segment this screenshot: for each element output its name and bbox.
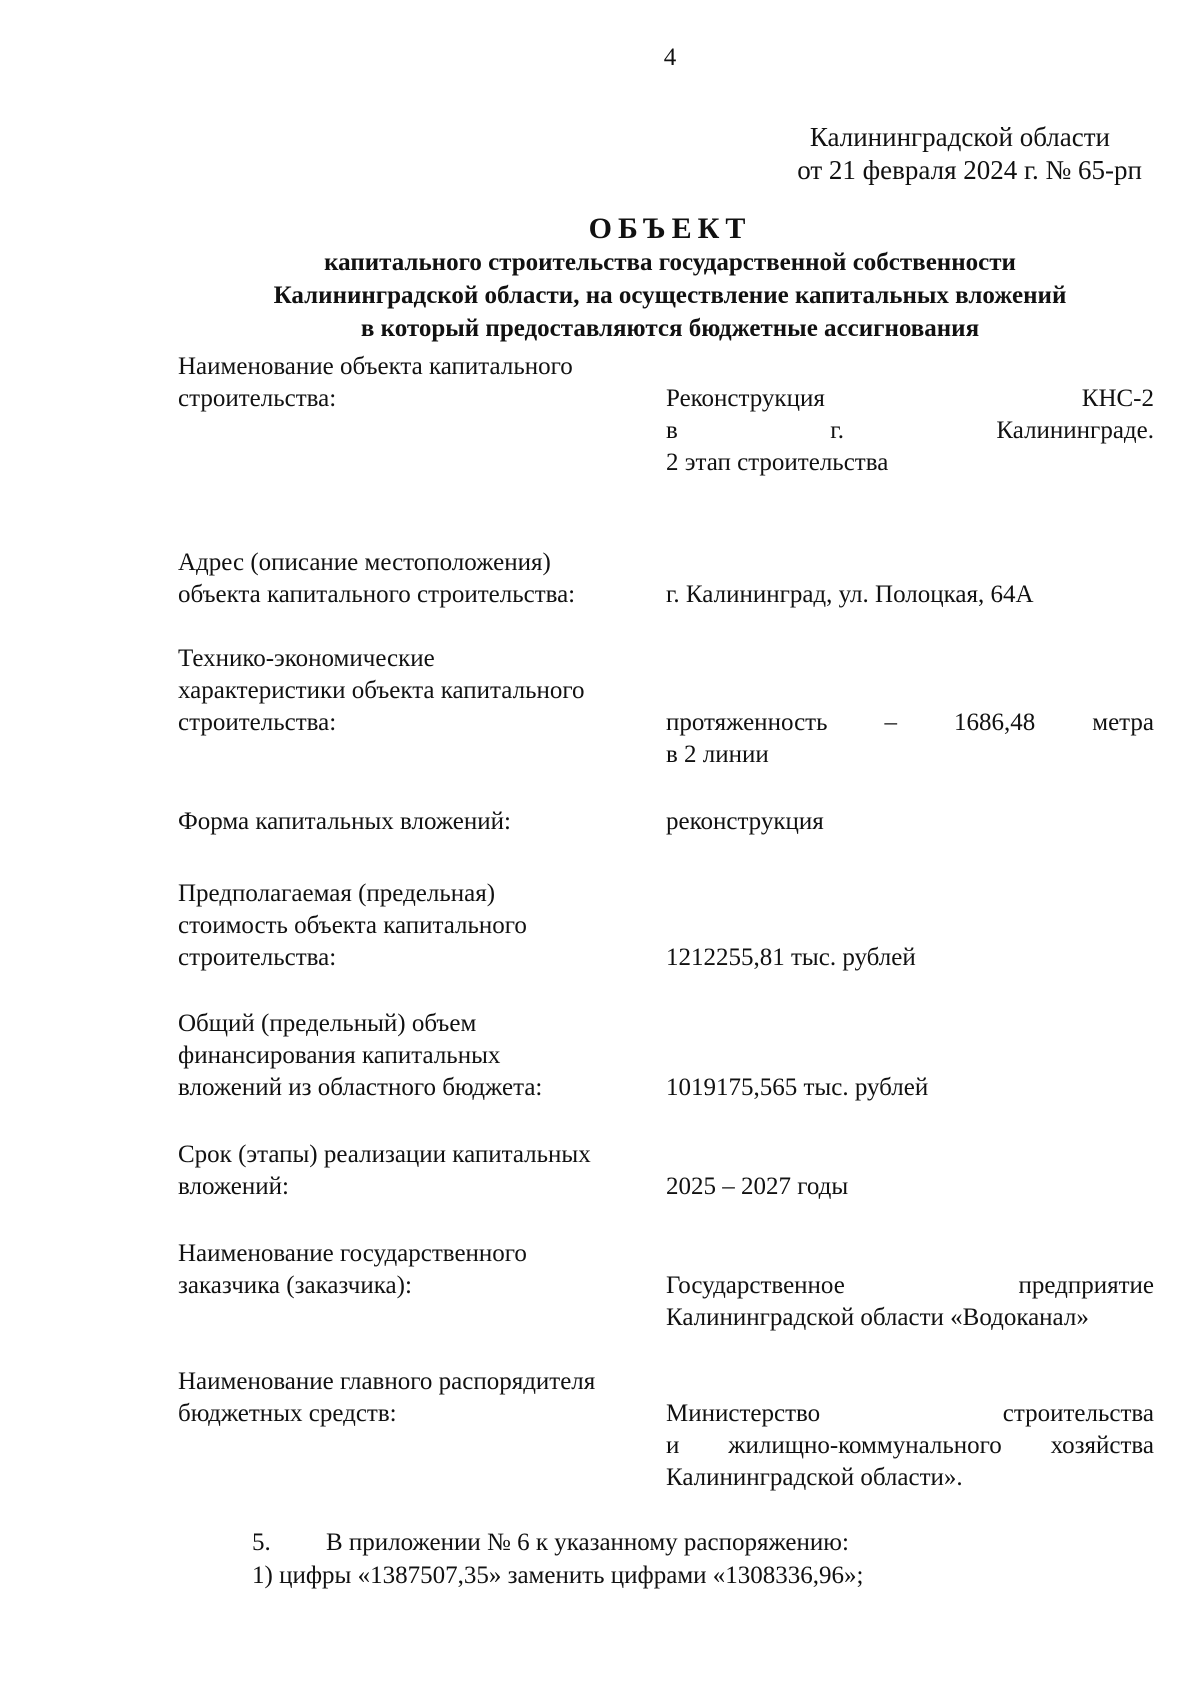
label-line: Предполагаемая (предельная) [178, 880, 496, 907]
row-label [178, 878, 658, 974]
value-word: Калининграде. [996, 417, 1154, 444]
label-line: Форма капитальных вложений: [178, 808, 511, 835]
title-line-3: в который предоставляются бюджетные ассигнования [360, 315, 980, 342]
row-label [178, 547, 658, 611]
label-line: Наименование объекта капитального [178, 353, 573, 380]
title-line-1: капитального строительства государственной собственности [324, 249, 1016, 276]
reference-date-number: от 21 февраля 2024 г. № 65-рп [797, 155, 1142, 185]
value-line [666, 1430, 1154, 1462]
value-line [666, 383, 1154, 415]
value-line [666, 415, 1154, 447]
label-line: финансирования капитальных [178, 1042, 501, 1069]
value-word: г. [830, 417, 844, 444]
label-line: Общий (предельный) объем [178, 1010, 477, 1037]
value-line: 2 этап строительства [666, 449, 889, 476]
paragraph-text: 1) цифры «1387507,35» заменить цифрами «1308336,96»; [252, 1562, 864, 1589]
page-number: 4 [663, 44, 677, 71]
row-label [178, 643, 658, 739]
value-line: Калининградской области». [666, 1464, 963, 1491]
value-word: в [666, 417, 678, 444]
value-line: г. Калининград, ул. Полоцкая, 64А [666, 581, 1034, 608]
value-word: Государственное [666, 1272, 845, 1299]
label-line: Адрес (описание местоположения) [178, 549, 551, 576]
value-line: 1019175,565 тыс. рублей [666, 1074, 929, 1101]
reference-region: Калининградской области [809, 122, 1110, 152]
title-line-2: Калининградской области, на осуществление капитальных вложений [273, 282, 1067, 309]
row-value [666, 1398, 1154, 1494]
label-line: бюджетных средств: [178, 1400, 397, 1427]
label-line: Наименование главного распорядителя [178, 1368, 596, 1395]
row-label [178, 1139, 658, 1203]
paragraph-5-1 [252, 1559, 864, 1592]
value-word: хозяйства [1050, 1432, 1154, 1459]
label-line: строительства: [178, 944, 337, 971]
paragraph-text: В приложении № 6 к указанному распоряжению: [326, 1529, 849, 1556]
value-word: 1686,48 [954, 709, 1036, 736]
label-line: объекта капитального строительства: [178, 581, 576, 608]
paragraph-number: 5. [252, 1529, 271, 1556]
value-word: строительства [1002, 1400, 1154, 1427]
value-line [666, 707, 1154, 739]
row-value [666, 383, 1154, 479]
value-word: протяженность [666, 709, 828, 736]
value-line: реконструкция [666, 808, 824, 835]
value-line: 2025 – 2027 годы [666, 1173, 849, 1200]
label-line: вложений: [178, 1173, 289, 1200]
label-line: Технико-экономические [178, 645, 435, 672]
row-label [178, 351, 658, 415]
label-line: Наименование государственного [178, 1240, 527, 1267]
row-value [666, 1270, 1154, 1334]
row-value [666, 1072, 1154, 1104]
label-line: строительства: [178, 709, 337, 736]
row-value [666, 579, 1154, 611]
document-reference [797, 121, 1142, 187]
value-word: и [666, 1432, 680, 1459]
label-line: стоимость объекта капитального [178, 912, 527, 939]
value-word: КНС-2 [1081, 385, 1154, 412]
value-word: Министерство [666, 1400, 821, 1427]
value-word: – [884, 709, 897, 736]
row-label [178, 806, 658, 838]
label-line: Срок (этапы) реализации капитальных [178, 1141, 591, 1168]
value-line: в 2 линии [666, 741, 769, 768]
label-line: заказчика (заказчика): [178, 1272, 412, 1299]
value-line [666, 1398, 1154, 1430]
row-label [178, 1008, 658, 1104]
value-line: 1212255,81 тыс. рублей [666, 944, 916, 971]
title-main: ОБЪЕКТ [588, 212, 752, 245]
document-title [180, 212, 1160, 345]
label-line: строительства: [178, 385, 337, 412]
value-line [666, 1270, 1154, 1302]
row-label [178, 1366, 658, 1430]
row-value [666, 1171, 1154, 1203]
row-value [666, 942, 1154, 974]
value-word: метра [1092, 709, 1154, 736]
value-line: Калининградской области «Водоканал» [666, 1304, 1089, 1331]
row-value [666, 707, 1154, 771]
value-word: Реконструкция [666, 385, 825, 412]
row-label [178, 1238, 658, 1302]
value-word: предприятие [1018, 1272, 1154, 1299]
label-line: характеристики объекта капитального [178, 677, 585, 704]
label-line: вложений из областного бюджета: [178, 1074, 543, 1101]
value-word: жилищно-коммунального [728, 1432, 1002, 1459]
row-value [666, 806, 1154, 838]
paragraph-5 [252, 1526, 849, 1559]
